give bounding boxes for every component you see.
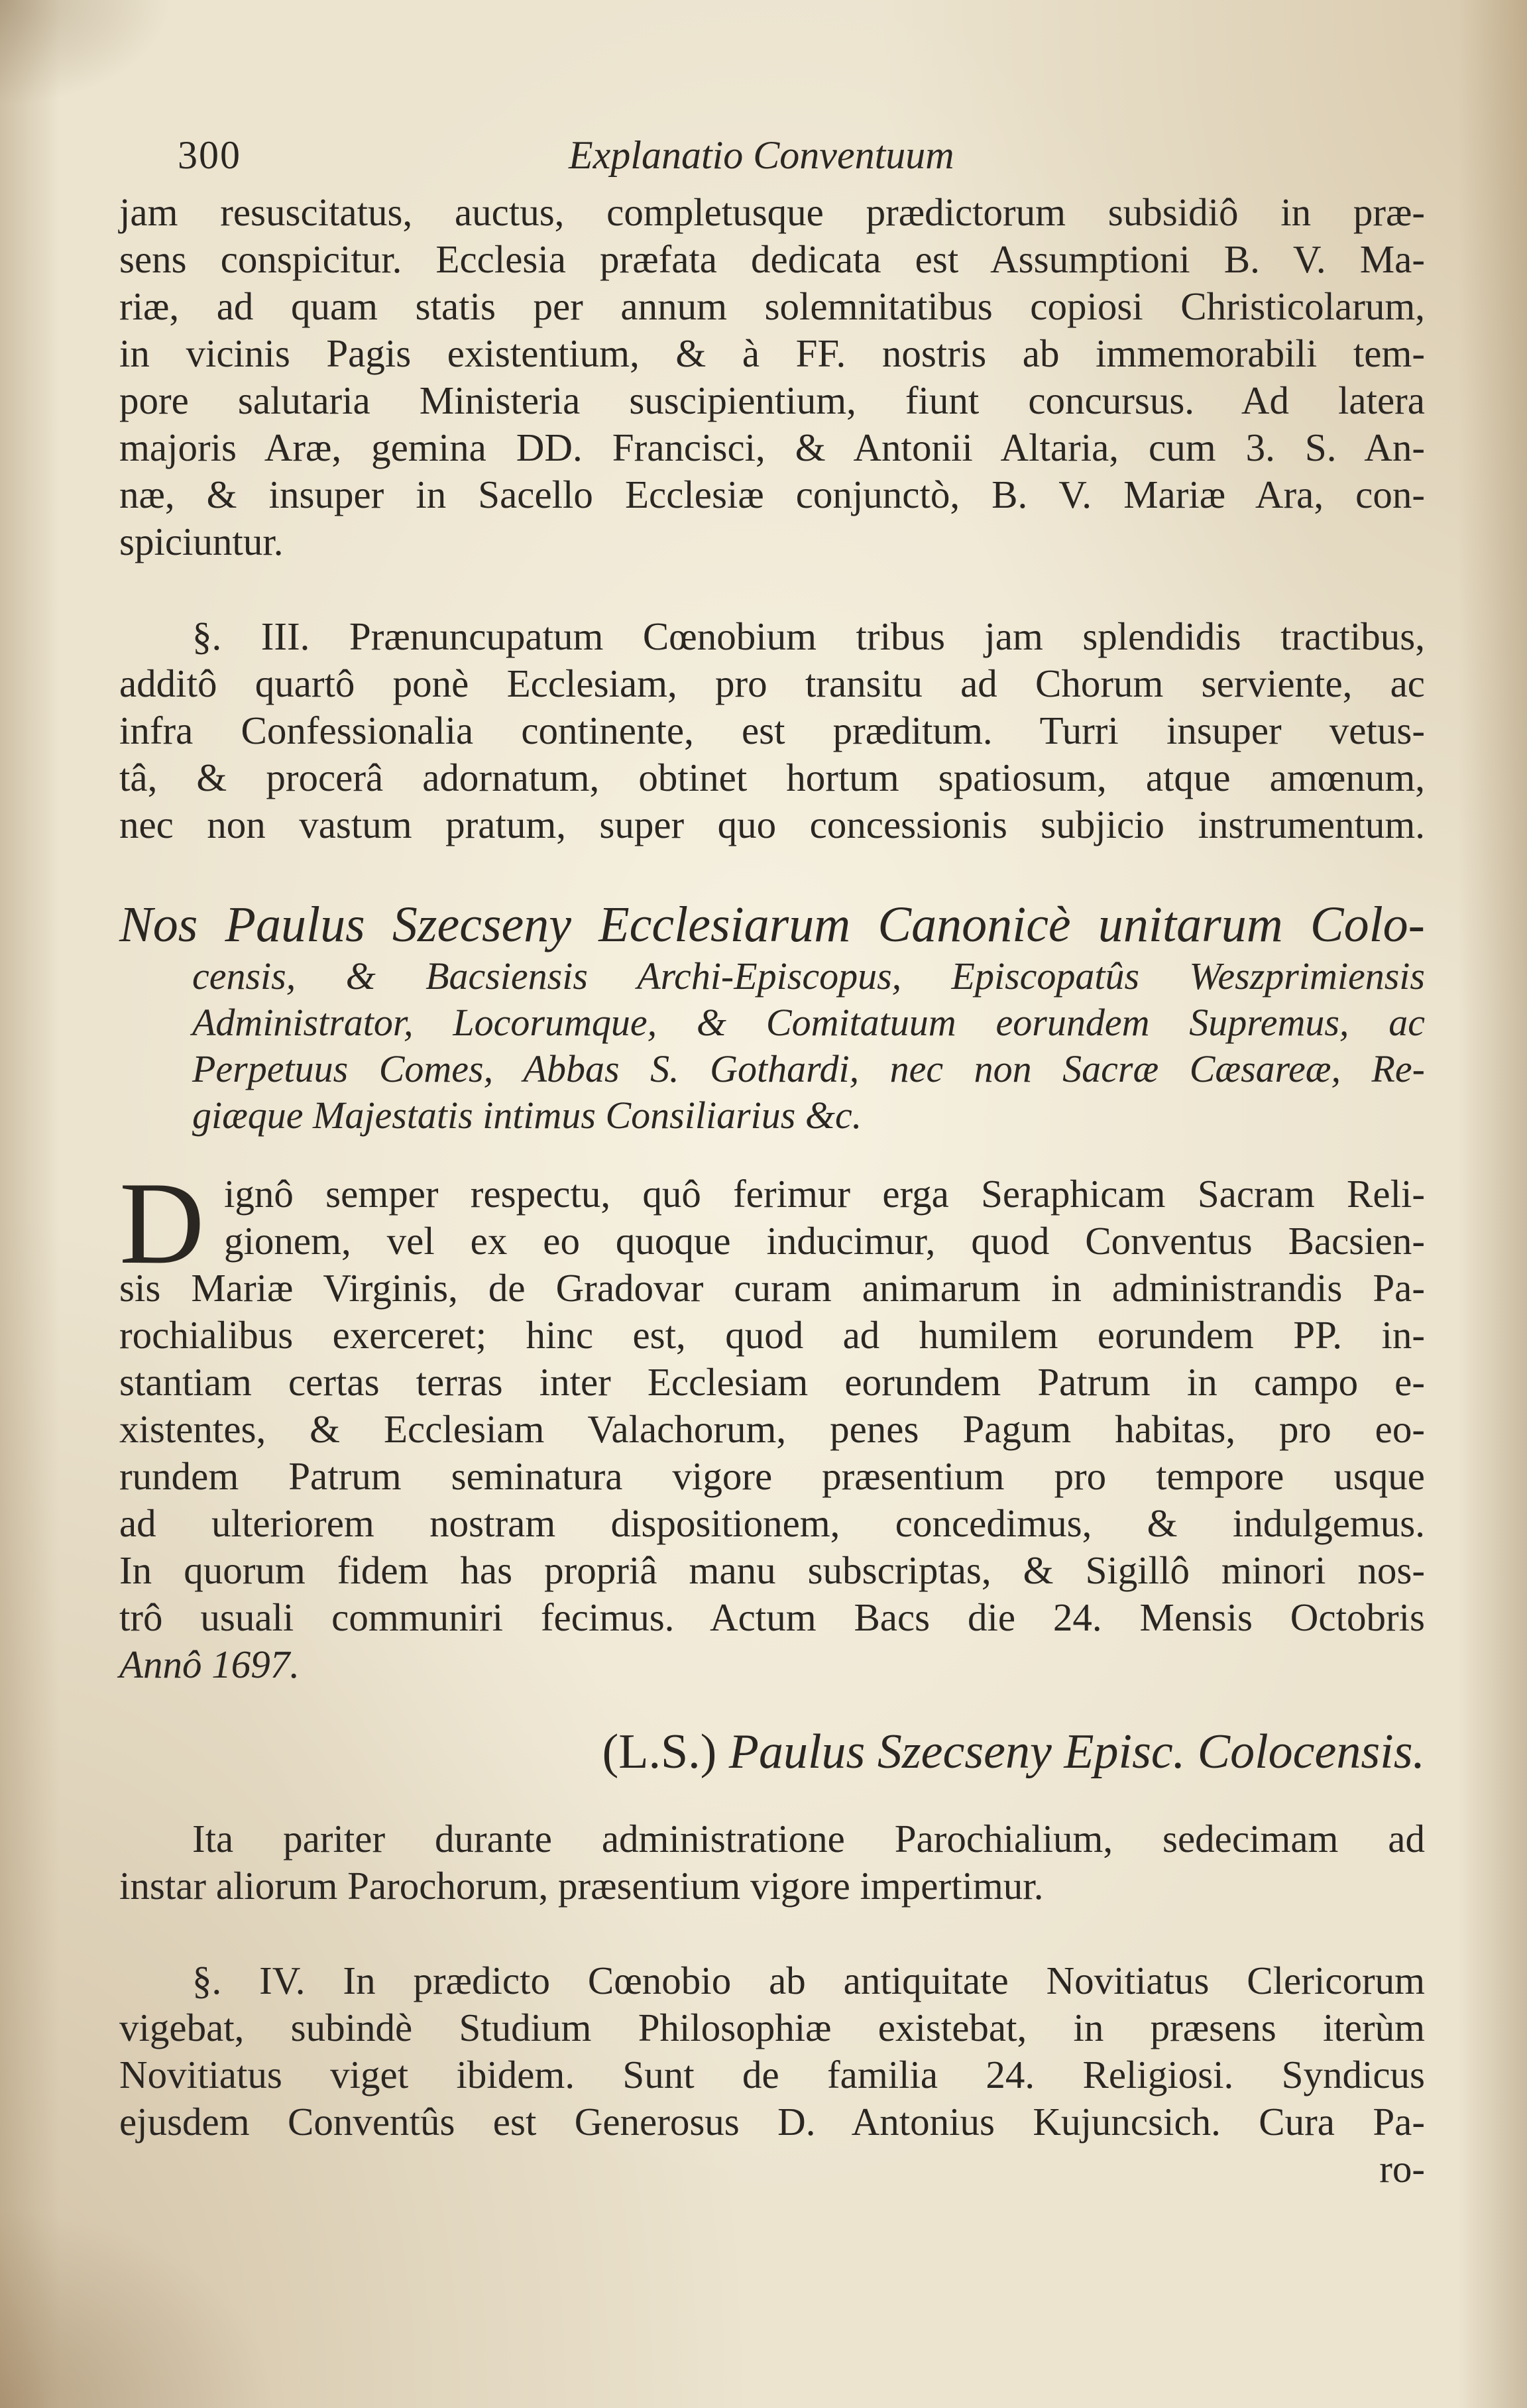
text-line: xistentes, & Ecclesiam Valachorum, penes Pagum habitas, pro eo- <box>119 1407 1425 1451</box>
text-line: ejusdem Conventûs est Generosus D. Antonius Kujuncsich. Cura Pa- <box>119 2100 1425 2144</box>
text-line: vigebat, subindè Studium Philosophiæ existebat, in præsens iterùm <box>119 2006 1425 2049</box>
text-line: ad ulteriorem nostram dispositionem, concedimus, & indulgemus. <box>119 1501 1425 1545</box>
paragraph-tithe <box>119 1815 1425 1910</box>
text-line: In quorum fidem has propriâ manu subscriptas, & Sigillô minori nos- <box>119 1548 1425 1592</box>
body-text <box>119 189 1425 2193</box>
paper-stain <box>0 0 172 106</box>
text-line: §. IV. In prædicto Cœnobio ab antiquitate Novitiatus Clericorum <box>192 1959 1425 2002</box>
text-line: pore salutaria Ministeria suscipientium, fiunt concursus. Ad latera <box>119 378 1425 422</box>
text-line: ignô semper respectu, quô ferimur erga Seraphicam Sacram Reli- <box>224 1172 1425 1216</box>
charter-title-line: censis, & Bacsiensis Archi-Episcopus, Episcopatûs Weszprimiensis <box>192 954 1425 998</box>
text-line: stantiam certas terras inter Ecclesiam eorundem Patrum in campo e- <box>119 1360 1425 1404</box>
text-line: nec non vastum pratum, super quo concessionis subjicio instrumentum. <box>119 803 1425 846</box>
paragraph-section-3 <box>119 613 1425 848</box>
text-line: næ, & insuper in Sacello Ecclesiæ conjunctò, B. V. Mariæ Ara, con- <box>119 473 1425 516</box>
page-header <box>178 133 1424 186</box>
charter-title-line: giæque Majestatis intimus Consiliarius &c. <box>192 1094 862 1137</box>
text-line: rochialibus exerceret; hinc est, quod ad humilem eorundem PP. in- <box>119 1313 1425 1357</box>
text-line: jam resuscitatus, auctus, completusque prædictorum subsidiô in præ- <box>119 190 1425 234</box>
text-line: sens conspicitur. Ecclesia præfata dedicata est Assumptioni B. V. Ma- <box>119 237 1425 281</box>
page-number: 300 <box>178 133 241 177</box>
text-line: infra Confessionalia continente, est præditum. Turri insuper vetus- <box>119 709 1425 752</box>
paragraph-church-description <box>119 189 1425 565</box>
text-line: majoris Aræ, gemina DD. Francisci, & Antonii Altaria, cum 3. S. An- <box>119 426 1425 469</box>
charter-title <box>119 896 1425 1139</box>
catchword: ro- <box>1379 2147 1425 2191</box>
text-line: §. III. Prænuncupatum Cœnobium tribus jam splendidis tractibus, <box>192 614 1425 658</box>
charter-body <box>119 1157 1425 1688</box>
text-line: Novitiatus viget ibidem. Sunt de familia 24. Religiosi. Syndicus <box>119 2053 1425 2096</box>
text-line: tâ, & procerâ adornatum, obtinet hortum spatiosum, atque amœnum, <box>119 756 1425 799</box>
text-line: additô quartô ponè Ecclesiam, pro transitu ad Chorum serviente, ac <box>119 661 1425 705</box>
charter-title-line: Nos Paulus Szecseny Ecclesiarum Canonicè unitarum Colo- <box>119 897 1425 952</box>
text-line: gionem, vel ex eo quoque inducimur, quod Conventus Bacsien- <box>224 1219 1425 1263</box>
text-line: spiciuntur. <box>119 520 284 563</box>
paragraph-section-4 <box>119 1957 1425 2146</box>
charter-title-line: Administrator, Locorumque, & Comitatuum eorundem Supremus, ac <box>192 1001 1425 1044</box>
running-head: Explanatio Conventuum <box>569 133 954 177</box>
text-line: riæ, ad quam statis per annum solemnitatibus copiosi Christicolarum, <box>119 284 1425 328</box>
text-line: Ita pariter durante administratione Parochialium, sedecimam ad <box>192 1817 1425 1861</box>
text-line: trô usuali communiri fecimus. Actum Bacs die 24. Mensis Octobris <box>119 1595 1425 1639</box>
signatory-name: Paulus Szecseny Episc. Colocensis. <box>728 1725 1425 1779</box>
text-line: Annô 1697. <box>119 1642 300 1686</box>
text-line: sis Mariæ Virginis, de Gradovar curam animarum in administrandis Pa- <box>119 1266 1425 1310</box>
seal-mark: (L.S.) <box>602 1725 717 1779</box>
drop-cap: D <box>119 1157 205 1289</box>
text-line: instar aliorum Parochorum, præsentium vigore impertimur. <box>119 1864 1044 1908</box>
charter-signature <box>119 1720 1425 1784</box>
text-line: rundem Patrum seminatura vigore præsentium pro tempore usque <box>119 1454 1425 1498</box>
charter-title-line: Perpetuus Comes, Abbas S. Gothardi, nec non Sacræ Cæsareæ, Re- <box>192 1047 1425 1090</box>
paper-stain <box>0 2209 278 2408</box>
text-line: in vicinis Pagis existentium, & à FF. nostris ab immemorabili tem- <box>119 331 1425 375</box>
